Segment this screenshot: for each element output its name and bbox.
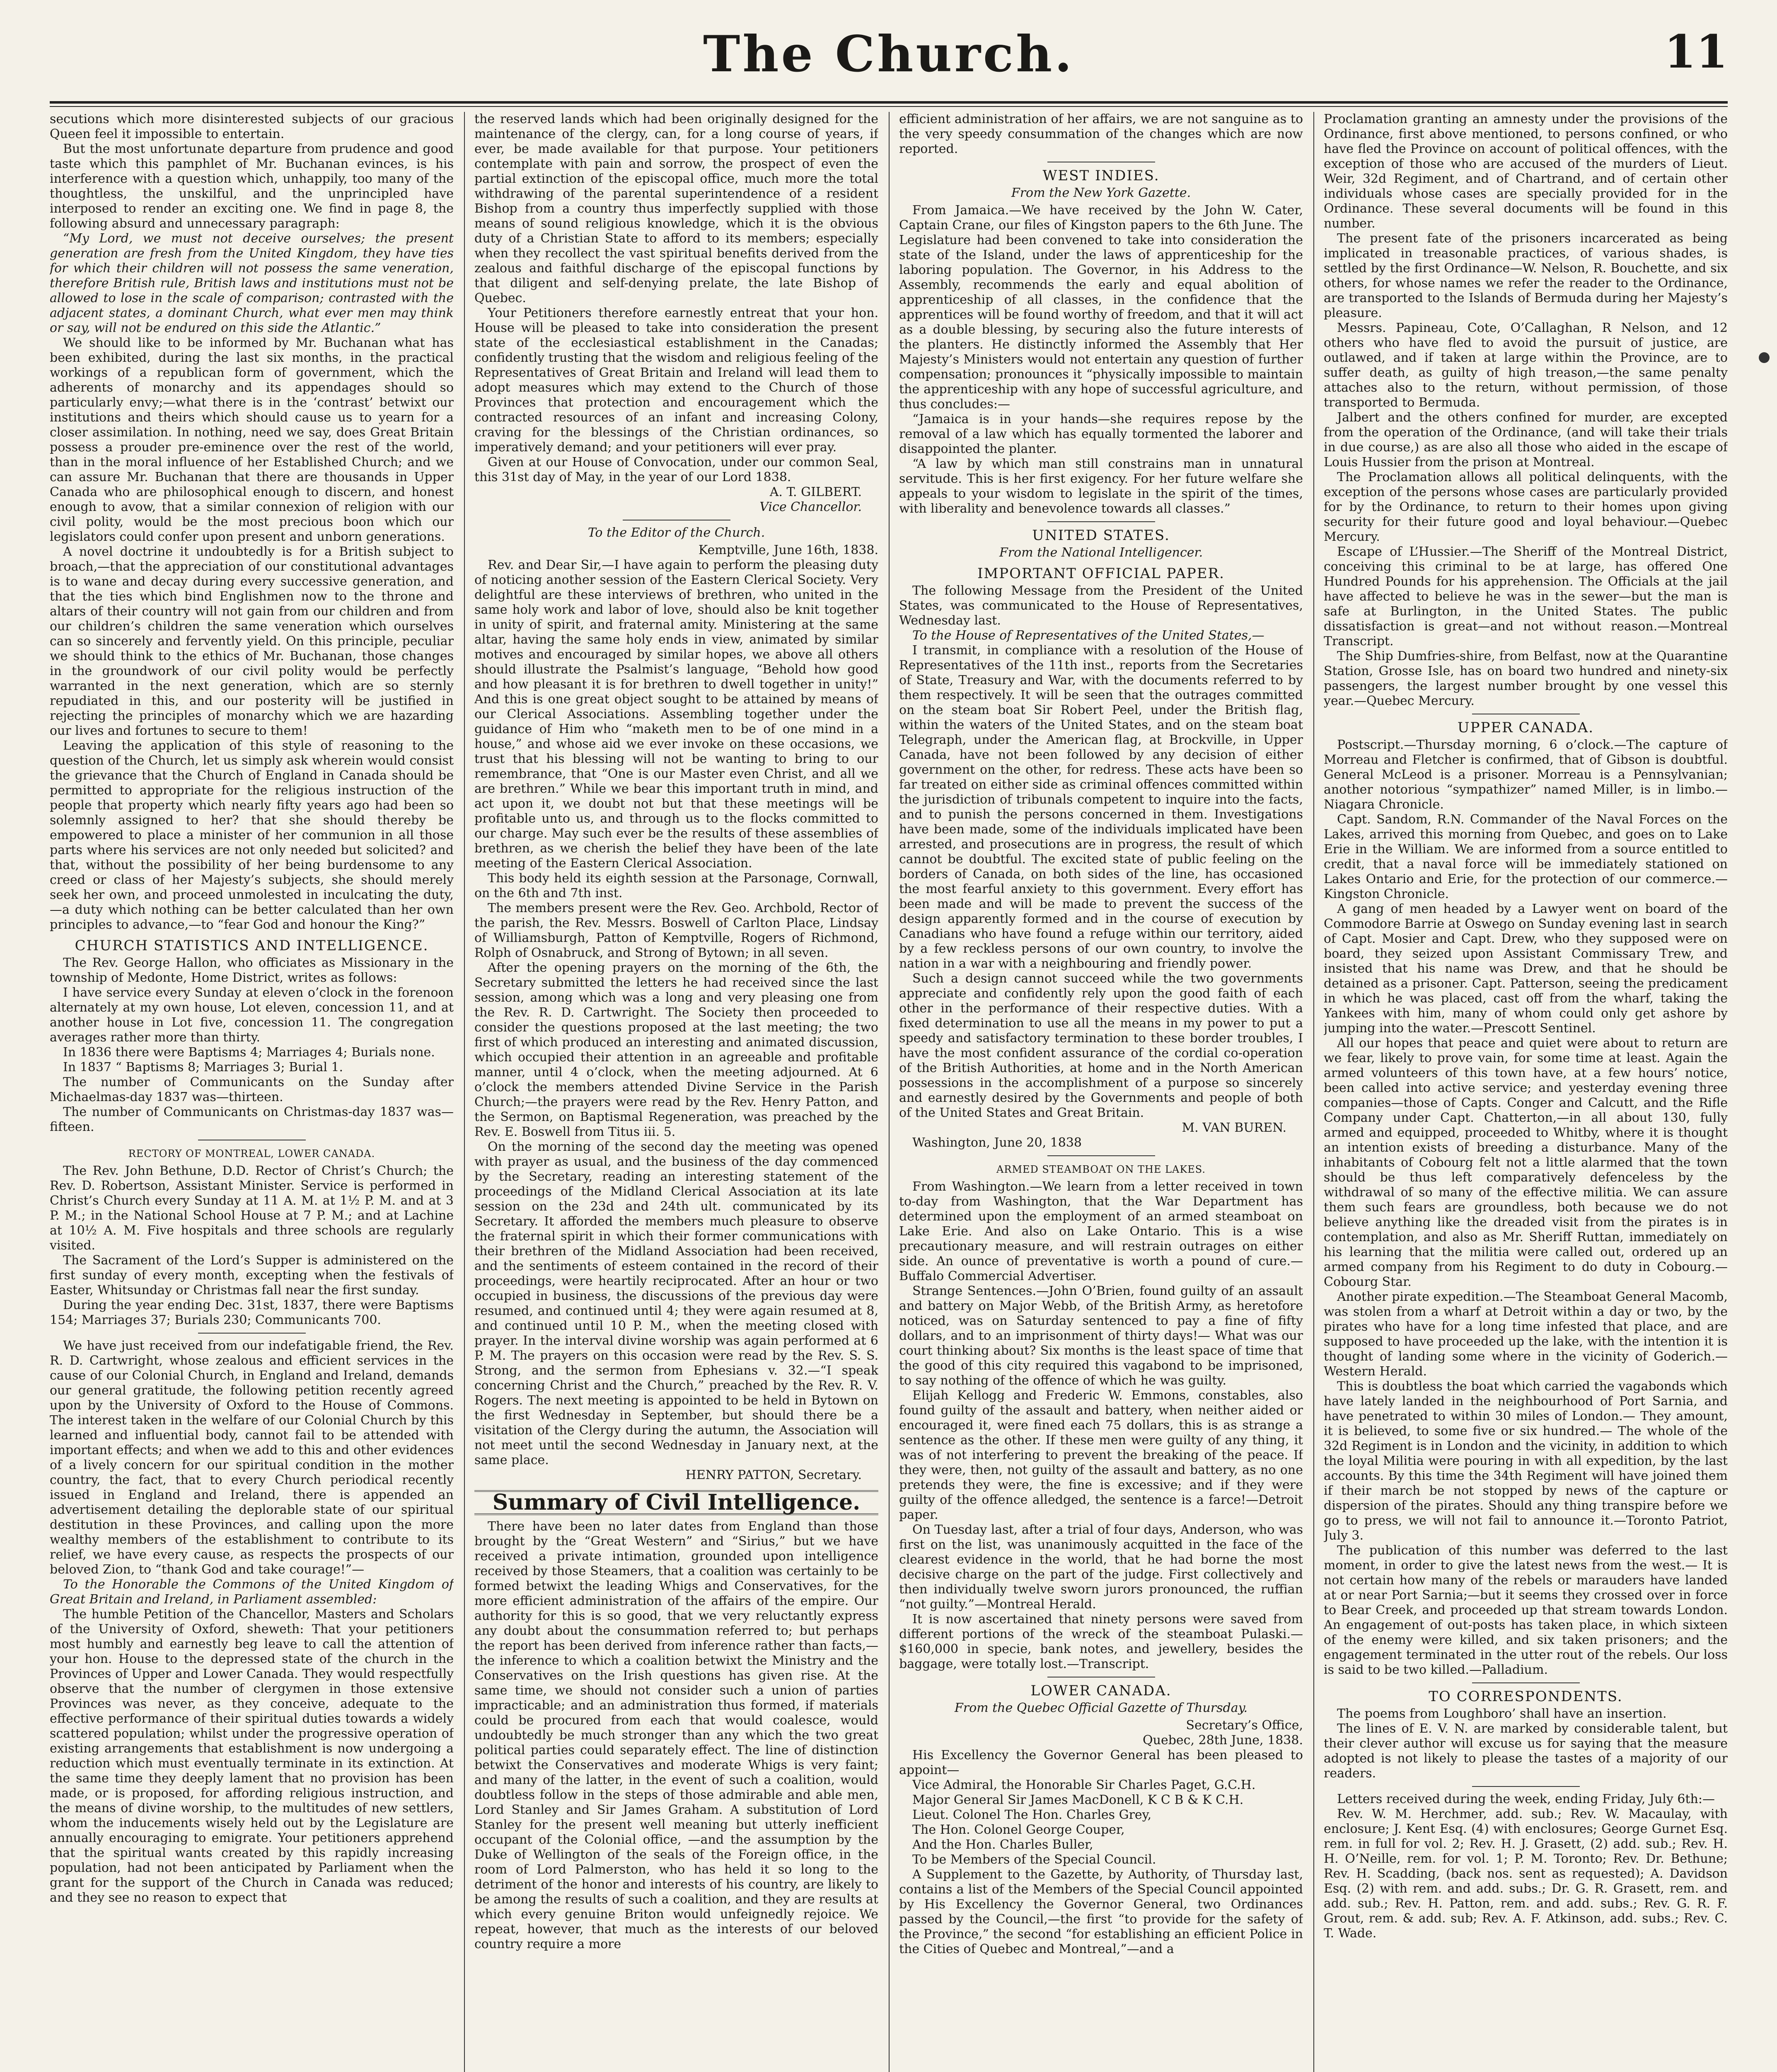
paragraph: “A law by which man still constrains man in unnatural servitude. This is her first exigency. For her future welfare she appeals to your wisdom to legislate in the spirit of the times, with liberality and benevolence towards all classes.” xyxy=(899,457,1303,516)
paragraph: Letters received during the week, ending Friday, July 6th:— xyxy=(1337,1792,1715,1806)
paragraph: This body held its eighth session at the Parsonage, Cornwall, on the 6th and 7th inst. xyxy=(474,871,878,900)
binding-hole-mark xyxy=(1759,352,1770,363)
paragraph: Proclamation granting an amnesty under the provisions of the Ordinance, first above mentioned, to persons confined, or who have fled the Province on account of political offences, with the exception of those who are accused of the murders of Lieut. Weir, 32d Regiment, and of Chartrand, and of certain other individuals whose cases are specially provided for in the Ordinance. These several documents will be found in this number. xyxy=(1324,112,1728,231)
paragraph: It is now ascertained that ninety persons were saved from different portions of the wreck of the steamboat Pulaski.— $160,000 in specie, bank notes, and jewellery, besides the baggage, were totally lost.—Transcript. xyxy=(899,1612,1303,1671)
section-banner: Summary of Civil Intelligence. xyxy=(474,1490,878,1515)
paragraph: In 1837 “ Baptisms 8; Marriages 3; Burial 1. xyxy=(63,1060,343,1075)
paragraph: The Sacrament of the Lord’s Supper is administered on the first sunday of every month, excepting when the festivals of Easter, Whitsunday or Christmas fall near the first sunday. xyxy=(50,1253,454,1297)
paragraph: Escape of L’Hussier.—The Sheriff of the Montreal District, conceiving this criminal to be at large, has offered One Hundred Pounds for his apprehension. The Officials at the jail have affected to believe he was in the sewer—but the man is safe at Burlington, in the United States. The public dissatisfaction is great—and not without reason.—Montreal Transcript. xyxy=(1324,545,1728,649)
paragraph: The members present were the Rev. Geo. Archbold, Rector of the parish, the Rev. Messrs. Boswell of Carlton Place, Lindsay of Williamsburgh, Patton of Kemptville, Rogers of Richmond, Rolph of Osnabruck, and Strong of Bytown; in all seven. xyxy=(474,901,878,960)
paragraph: The publication of this number was deferred to the last moment, in order to give the latest news from the west.— It is not certain how many of the rebels or marauders have landed at or near Port Sarnia;—but it seems they crossed over in force to Bear Creek, and proceeded up that stream towards London. An engagement of out-posts has taken place, in which sixteen of the enemy were killed, and six taken prisoners; and the engagement terminated in the utter rout of the rebels. Our loss is said to be two killed.—Palladium. xyxy=(1324,1543,1728,1677)
paragraph: The lines of E. V. N. are marked by considerable talent, but their clever author will excuse us for saying that the measure adopted is not likely to please the tastes of a majority of our readers. xyxy=(1324,1721,1728,1781)
paragraph: Such a design cannot succeed while the two governments appreciate and confidently rely upon the good faith of each other in the performance of their respective duties. With a fixed determination to use all the means in my power to put a speedy and satisfactory termination to these border troubles, I have the most confident assurance of the cordial co-operation of the British Authorities, at home and in the North American possessions in the accomplishment of a purpose so sincerely and earnestly desired by the Governments and people of both of the United States and Great Britain. xyxy=(899,971,1303,1120)
paragraph: Rev. W. M. Herchmer, add. sub.; Rev. W. Macaulay, with enclosure; J. Kent Esq. (4) with enclosures; George Gurnet Esq. rem. in full for vol. 2; Rev. H. J. Grasett, (2) add. sub.; Rev. H. H. O’Neille, rem. for vol. 1; P. M. Toronto; Rev. Dr. Bethune; Rev. H. Scadding, (back nos. sent as requested); A. Davidson Esq. (2) with rem. and add. subs.; Dr. G. R. Grasett, rem. and add. sub.; Rev. H. Patton, rem. and add. subs.; Rev. G. R. F. Grout, rem. & add. sub; Rev. A. F. Atkinson, add. subs.; Rev. C. T. Wade. xyxy=(1324,1807,1728,1941)
paragraph: After the opening prayers on the morning of the 6th, the Secretary submitted the letters he had received since the last session, among which was a long and very pleasing one from the Rev. R. D. Cartwright. The Society then proceeded to consider the questions proposed at the last meeting; the two first of which produced an interesting and animated discussion, which occupied their attention in an agreeable and profitable manner, until 4 o’clock, when the meeting adjourned. At 6 o’clock the members attended Divine Service in the Parish Church;—the prayers were read by the Rev. Henry Patton, and the Sermon, on Baptismal Regeneration, was preached by the Rev. E. Boswell from Titus iii. 5. xyxy=(474,961,878,1139)
section-heading: UPPER CANADA. xyxy=(1457,719,1594,736)
divider xyxy=(1047,1155,1155,1156)
column-divider xyxy=(1313,112,1314,2072)
divider xyxy=(1472,1786,1580,1787)
paragraph: In 1836 there were Baptisms 4; Marriages 4; Burials none. xyxy=(63,1045,435,1060)
paragraph: Elijah Kellogg and Frederic W. Emmons, constables, also found guilty of the assault and battery, when neither aided or encouraged it, were fined each 75 dollars, this is as strange a sentence as the other. If these men were guilty of any thing, it was of not interfering to prevent the breaking of the peace. If they were, then, not guilty of the assault and battery, as no one pretends they were, the fine is excessive; and if they were guilty of the offence alledged, the sentence is a farce!—Detroit paper. xyxy=(899,1388,1303,1522)
message-address: To the House of Representatives of the United States,— xyxy=(912,628,1264,643)
paragraph: The humble Petition of the Chancellor, Masters and Scholars of the University of Oxford, sheweth: That your petitioners most humbly and earnestly beg leave to call the attention of your hon. House to the depressed state of the church in the Provinces of Upper and Lower Canada. They would respectfully observe that the number of clergymen in those extensive Provinces was never, as they conceive, adequate to the effective performance of their spiritual duties towards a widely scattered population; whilst under the progressive operation of existing arrangements that establishment is now undergoing a reduction which must eventually terminate in its extinction. At the same time they deeply lament that no provision has been made, or is proposed, for affording religious instruction, and the means of divine worship, to the multitudes of new settlers, whom the inducements wisely held out by the Legislature are annually encouraging to emigrate. Your petitioners apprehend that the spiritual wants created by this rapidly increasing population, had not been anticipated by Parliament when the grant for the support of the Church in Canada was reduced; and they see no reason to expect that xyxy=(50,1607,454,1905)
paragraph: We have just received from our indefatigable friend, the Rev. R. D. Cartwright, whose zealous and efficient services in the cause of our Colonial Church, in England and Ireland, demands our general gratitude, the following petition recently agreed upon by the University of Oxford to the House of Commons. The interest taken in the welfare of our Colonial Church by this learned and influential body, cannot fail to be attended with important effects; and when we add to this and other evidences of a lively concern for our spiritual condition in the mother country, the fact, that to every Church periodical recently issued in England and Ireland, there is appended an advertisement detailing the deplorable state of our spiritual destitution in these Provinces, and calling upon the more wealthy members of the establishment to contribute to its relief, we have every cause, as respects the prospects of our beloved Zion, to “thank God and take courage!”— xyxy=(50,1339,454,1577)
divider xyxy=(1472,1682,1580,1683)
paragraph: A gang of men headed by a Lawyer went on board of the Commodore Barrie at Oswego on Sunday evening last in search of Capt. Mosier and Capt. Drew, who they supposed were on board, they seized upon Assistant Commissary Trew, and insisted that his name was Drew, and that he should be detained as a prisoner. Capt. Patterson, seeing the predicament in which he was placed, cast off from the wharf, taking the Yankees with him, many of whom could only get ashore by jumping into the water.—Prescott Sentinel. xyxy=(1324,902,1728,1036)
paragraph: On Tuesday last, after a trial of four days, Anderson, who was first on the list, was unanimously acquitted in the face of the clearest evidence in the world, that he had borne the most decisive charge on the part of the judge. First collectively and then individually twelve sworn jurors pronounced, the ruffian “not guilty.”—Montreal Herald. xyxy=(899,1523,1303,1612)
column-4 xyxy=(1324,112,1728,2072)
paragraph: From Jamaica.—We have received by the John W. Cater, Captain Crane, our files of Kingston papers to the 6th June. The Legislature had been convened to take into consideration the state of the Island, under the laws of apprenticeship for the laboring population. The Governor, in his Address to the Assembly, recommends the early and equal abolition of apprenticeship of all classes, in the confidence that the apprentices will be found worthy of freedom, and that it will act as a double blessing, by securing also the future interests of the planters. He distinctly informed the Assembly that Her Majesty’s Ministers would not entertain any question of further compensation; pronounces it “physically impossible to maintain the apprenticeship with any hope of successful agriculture, and thus concludes:— xyxy=(899,203,1303,411)
paragraph: All our hopes that peace and quiet were about to return are we fear, likely to prove vain, for some time at least. Again the armed volunteers of this town have, at a few hours’ notice, been called into active service; and yesterday evening three companies—those of Capts. Conger and Calcutt, and the Rifle Company under Capt. Chatterton,—in all about 130, fully armed and equipped, proceeded to Whitby, where it is thought an intention exists of breeding a disturbance. Many of the inhabitants of Cobourg felt not a little alarmed that the town should be thus left comparatively defenceless by the withdrawal of so many of the effective militia. We can assure them such fears are groundless, both because we do not believe anything like the dreaded visit from the pirates is in contemplation, and also as Mr. Sheriff Ruttan, immediately on his learning that the militia were called out, ordered up an armed company from his Regiment to do duty in Cobourg.—Cobourg Star. xyxy=(1324,1036,1728,1289)
letter-heading: To the Editor of the Church. xyxy=(587,525,765,540)
column-divider xyxy=(464,112,465,2072)
column-2 xyxy=(474,112,878,2072)
paragraph: Postscript.—Thursday morning, 6 o’clock.—The capture of Morreau and Fletcher is confirmed, that of Gibson is doubtful. General McLeod is a prisoner. Morreau is a Pennsylvanian; another notorious “sympathizer” named Miller, is in limbo.—Niagara Chronicle. xyxy=(1324,738,1728,812)
signature-title: Vice Chancellor. xyxy=(759,500,862,514)
masthead xyxy=(50,17,1728,99)
paragraph: The Ship Dumfries-shire, from Belfast, now at the Quarantine Station, Grosse Isle, has on board two hundred and ninety-six passengers, the largest number brought by one vessel this year.—Quebec Mercury. xyxy=(1324,649,1728,708)
paragraph: During the year ending Dec. 31st, 1837, there were Baptisms 154; Marriages 37; Burials 230; Communicants 700. xyxy=(50,1298,454,1327)
paragraph: A novel doctrine it undoubtedly is for a British subject to broach,—that the appreciation of our constitutional advantages is to wane and decay during every successive generation, and that the ties which bind Englishmen now to the throne and altars of their country will not gain from our children and from our children’s children the same veneration which ourselves can so sincerely and fervently yield. On this principle, peculiar we should think to the ethics of Mr. Buchanan, those changes in the groundwork of our civil polity would be perfectly warranted in the next generation, which are so sternly repudiated in this, and our posterity will be justified in rejecting the principles of monarchy which we are hazarding our lives and fortunes to secure to them! xyxy=(50,545,454,738)
paragraph: We should like to be informed by Mr. Buchanan what has been exhibited, during the last six months, in the practical workings of a republican form of government, which the adherents of monarchy and its appendages should so particularly envy;—what there is in the ‘contrast’ betwixt our institutions and theirs which should cause us to yearn for a closer assimilation. In nothing, need we say, does Great Britain possess a prouder pre-eminence over the rest of the world, than in the moral influence of her Established Church; and we can assure Mr. Buchanan that there are thousands in Upper Canada who are philosophical enough to discern, and honest enough to avow, that a similar connexion of religion with our civil polity, would be the most precious boon which our legislators could confer upon present and unborn generations. xyxy=(50,336,454,544)
section-heading: RECTORY OF MONTREAL, LOWER CANADA. xyxy=(128,1148,375,1159)
paragraph: I transmit, in compliance with a resolution of the House of Representatives of the 11th inst., reports from the Secretaries of State, Treasury and War, with the documents referred to by them respectively. It will be seen that the outrages committed on the steam boat Sir Robert Peel, under the British flag, within the waters of the United States, and on the steam boat Telegraph, under the American flag, at Brockville, in Upper Canada, have not been followed by any decision of either government on the other, for redress. These acts have been so far treated on either side as criminal offences committed within the jurisdiction of tribunals competent to inquire into the facts, and to punish the persons concerned in them. Investigations have been made, some of the individuals implicated have been arrested, and prosecutions are in progress, the result of which cannot be doubtful. The excited state of public feeling on the borders of Canada, on both sides of the line, has occasioned the most fearful anxiety to this government. Every effort has been made and will be made to prevent the success of the design apparently formed and in the course of execution by Canadians who have found a refuge within our territory, aided by a few reckless persons of our own country, to involve the nation in a war with a neighbouring and friendly power. xyxy=(899,643,1303,971)
quotation: “My Lord, we must not deceive ourselves; the present generation are fresh from the United Kingdom, they have ties for which their children will not possess the same veneration, therefore British rule, British laws and institutions must not be allowed to lose in the scale of comparison; contrasted with the adjacent states, a dominant Church, what ever men may think or say, will not be endured on this side the Atlantic.” xyxy=(50,231,454,335)
paragraph: “Jamaica is in your hands—she requires repose by the removal of a law which has equally tormented the laborer and disappointed the planter. xyxy=(899,412,1303,456)
paragraph: Rev. and Dear Sir,—I have again to perform the pleasing duty of noticing another session of the Eastern Clerical Society. Very delightful are these interviews of brethren, who united in the same holy work and labor of love, should also be knit together in unity of spirit, and fraternal amity. Ministering at the same altar, having the same holy ends in view, animated by similar motives and encouraged by similar hopes, we above all others should illustrate the Psalmist’s language, “Behold how good and how pleasant it is for brethren to dwell together in unity!” And this is one great object sought to be attained by means of our Clerical Associations. Assembling together under the guidance of Him who “maketh men to be of one mind in a house,” and whose aid we ever invoke on these occasions, we trust that his blessing will not be wanting to bring to our remembrance, that “One is our Master even Christ, and all we are brethren.” While we bear this important truth in mind, and act upon it, we doubt not but that these meetings will be profitable unto us, and through us to the flocks committed to our charge. May such ever be the results of these assemblies of brethren, as we cherish the belief they have been of the late meeting of the Eastern Clerical Association. xyxy=(474,558,878,871)
paragraph: The poems from Loughboro’ shall have an insertion. xyxy=(1337,1706,1667,1721)
paragraph: The Rev. George Hallon, who officiates as Missionary in the township of Medonte, Home District, writes as follows: xyxy=(50,956,454,985)
section-heading: CHURCH STATISTICS AND INTELLIGENCE. xyxy=(75,937,429,954)
paragraph: Strange Sentences.—John O’Brien, found guilty of an assault and battery on Major Webb, of the British Army, as heretofore noticed, was on Saturday sentenced to pay a fine of fifty dollars, and to an imprisonment of thirty days!— What was our court thinking about? Six months is the least space of time that the good of this city required this vagabond to be imprisoned, to say nothing of the offence of which he was guilty. xyxy=(899,1284,1303,1388)
paragraph: secutions which more disinterested subjects of our gracious Queen feel it impossible to entertain. xyxy=(50,112,454,141)
paragraph: On the morning of the second day the meeting was opened with prayer as usual, and the business of the day commenced by the Secretary, reading an interesting statement of the proceedings of the Midland Clerical Association at its late session on the 23d and 24th ult. communicated by its Secretary. It afforded the members much pleasure to observe the fraternal spirit in which their former communications with their brethren of the Midland Association had been received, and the sentiments of esteem contained in the record of their proceedings, were heartily reciprocated. After an hour or two occupied in business, the discussions of the previous day were resumed, and continued until 4; they were again resumed at 8, and continued until 10 P. M., when the meeting closed with prayer. In the interval divine worship was again performed at 6 P. M. The prayers on this occasion were read by the Rev. S. S. Strong, and the sermon from Ephesians v. 32.—“I speak concerning Christ and the Church,” preached by the Rev. R. V. Rogers. The next meeting is appointed to be held in Bytown on the first Wednesday in September, but should there be a visitation of the Clergy during the autumn, the Association will not meet until the second Wednesday in January next, at the same place. xyxy=(474,1140,878,1467)
source-line: From the New York Gazette. xyxy=(1011,186,1191,200)
paragraph: Another pirate expedition.—The Steamboat General Macomb, was stolen from a wharf at Detroit within a day or two, by the pirates who have for a long time infested that place, and are supposed to have proceeded up the lake, with the intention it is thought of landing some where in the vicinity of Goderich.—Western Herald. xyxy=(1324,1290,1728,1379)
appointee: Vice Admiral, the Honorable Sir Charles Paget, G.C.H. xyxy=(912,1778,1256,1792)
paragraph: Capt. Sandom, R.N. Commander of the Naval Forces on the Lakes, arrived this morning from Quebec, and goes on to Lake Erie in the William. We are informed from a source entitled to credit, that a naval force will be immediately stationed on Lakes Ontario and Erie, for the protection of our commerce.—Kingston Chronicle. xyxy=(1324,812,1728,901)
column-3 xyxy=(899,112,1303,2072)
page-number: 11 xyxy=(1664,25,1728,78)
paragraph: The Proclamation allows all political delinquents, with the exception of the persons whose cases are particularly provided for by the Ordinance, to return to their homes upon giving security for their future good and loyal behaviour.—Quebec Mercury. xyxy=(1324,470,1728,544)
signature: M. VAN BUREN. xyxy=(1182,1121,1286,1135)
paragraph: But the most unfortunate departure from prudence and good taste which this pamphlet of Mr. Buchanan evinces, is his interference with a question which, unhappily, too many of the thoughtless, the unskilful, and the unprincipled have interposed to render an exciting one. We find in page 8, the following absurd and unnecessary paragraph: xyxy=(50,142,454,231)
paragraph: the reserved lands which had been originally designed for the maintenance of the clergy, can, for a long course of years, if ever, be made available for that purpose. Your petitioners contemplate with pain and sorrow, the prospect of even the partial extinction of the episcopal office, much more the total withdrawing of the parental superintendence of a resident Bishop from a country thus imperfectly supplied with those means of sound religious knowledge, which it is the obvious duty of a Christian State to afford to its members; especially when they recollect the vast spiritual benefits derived from the zealous and faithful discharge of the episcopal functions by that diligent and self-denying prelate, the late Bishop of Quebec. xyxy=(474,112,878,305)
appointee: Lieut. Colonel The Hon. Charles Grey, xyxy=(912,1808,1152,1822)
column-1 xyxy=(50,112,454,2072)
source-line: From the Quebec Official Gazette of Thursday. xyxy=(954,1701,1248,1715)
office-line: Secretary’s Office, xyxy=(1186,1718,1303,1733)
paragraph: The following Message from the President of the United States, was communicated to the House of Representatives, Wednesday last. xyxy=(899,583,1303,628)
appointee: The Hon. Colonel George Couper, xyxy=(912,1823,1125,1837)
signature: A. T. GILBERT. xyxy=(769,485,862,499)
columns xyxy=(50,112,1728,2072)
section-heading: UNITED STATES. xyxy=(1032,527,1170,544)
paragraph: The number of Communicants on Christmas-day 1837 was—fifteen. xyxy=(50,1105,454,1134)
newspaper-title: The Church. xyxy=(703,25,1074,83)
source-line: From the National Intelligencer. xyxy=(999,545,1203,560)
dateline: Washington, June 20, 1838 xyxy=(912,1135,1082,1150)
paragraph: Leaving the application of this style of reasoning to the question of the Church, let us simply ask wherein would consist the grievance that the Church of England in Canada should be permitted to appropriate for the religious instruction of the people that property which nearly fifty years ago had been so solemnly assigned to her? that she should thereby be empowered to place a minister of her communion in all those parts where his services are not only needed but solicited? and that, without the possibility of her being burdensome to any creed or class of her Majesty’s subjects, she should merely seek her own, and proceed unmolested in inculcating the duty,—a duty which nothing can be better calculated than her own principles to advance,—to “fear God and honour the King?” xyxy=(50,738,454,932)
dateline: Quebec, 28th June, 1838. xyxy=(1143,1733,1303,1748)
section-heading: LOWER CANADA. xyxy=(1030,1682,1172,1699)
paragraph: efficient administration of her affairs, we are not sanguine as to the very speedy consummation of the changes which are now reported. xyxy=(899,112,1303,156)
appointee: Major General Sir James MacDonell, K C B & K C.H. xyxy=(912,1793,1244,1807)
column-divider xyxy=(889,112,890,2072)
paragraph: The Rev. John Bethune, D.D. Rector of Christ’s Church; the Rev. D. Robertson, Assistant Minister. Service is performed in Christ’s Church every Sunday at 11 A. M. at 1½ P. M. and at 3 P. M.; in the National School House at 7 P. M.; and at Lachine at 10½ A. M. Five hospitals and three schools are regularly visited. xyxy=(50,1164,454,1253)
paragraph: The present fate of the prisoners incarcerated as being implicated in treasonable practices, of various shades, is settled by the first Ordinance—W. Nelson, R. Bouchette, and six others, for whose names we refer the reader to the Ordinance, are transported to the Islands of Bermuda during her Majesty’s pleasure. xyxy=(1324,231,1728,320)
paragraph: From Washington.—We learn from a letter received in town to-day from Washington, that the War Department has determined upon the employment of an armed steamboat on Lake Erie. And also on Lake Ontario. This is a wise precautionary measure, and will restrain outrages on either side. An ounce of preventative is worth a pound of cure.—Buffalo Commercial Advertiser. xyxy=(899,1179,1303,1283)
paragraph: Given at our House of Convocation, under our common Seal, this 31st day of May, in the year of our Lord 1838. xyxy=(474,455,878,484)
petition-address: To the Honorable the Commons of the United Kingdom of Great Britain and Ireland, in Parliament assembled: xyxy=(50,1577,454,1607)
paragraph: This is doubtless the boat which carried the vagabonds which have lately landed in the neighbourhood of Port Sarnia, and have penetrated to within 30 miles of London.— They amount, it is believed, to some five or six hundred.— The whole of the 32d Regiment is in London and the vicinity, in addition to which the loyal Militia were pouring in with all expedition, by the last accounts. By this time the 34th Regiment will have joined them if their march be not stopped by news of the capture or dispersion of the pirates. Should any thing transpire before we go to press, we will not fail to announce it.—Toronto Patriot, July 3. xyxy=(1324,1379,1728,1543)
masthead-rule xyxy=(50,101,1728,104)
section-heading: WEST INDIES. xyxy=(1042,167,1160,184)
paragraph: Jalbert and the others confined for murder, are excepted from the operation of the Ordinance, (and will take their trials in due course,) as are also all those who aided in the escape of Louis Hussier from the prison at Montreal. xyxy=(1324,410,1728,470)
paragraph: The number of Communicants on the Sunday after Michaelmas-day 1837 was—thirteen. xyxy=(50,1075,454,1104)
section-heading: IMPORTANT OFFICIAL PAPER. xyxy=(977,565,1225,582)
divider xyxy=(198,1333,306,1334)
appointee: And the Hon. Charles Buller, xyxy=(912,1837,1093,1852)
paragraph: To be Members of the Special Council. xyxy=(912,1852,1156,1867)
section-heading: TO CORRESPONDENTS. xyxy=(1429,1688,1623,1705)
divider xyxy=(1047,521,1155,522)
paragraph: There have been no later dates from England than those brought by the “Great Western” and “Sirius,” but we have received a private intimation, grounded upon intelligence received by those Steamers, that a coalition was certainly to be formed betwixt the leading Whigs and Conservatives, for the more efficient administration of the affairs of the empire. Our authority for this is so good, that we very reluctantly express any doubt about the consummation referred to; but perhaps the report has been derived from inference rather than facts,—the inference to which a coalition betwixt the Ministry and the Conservatives on the Irish questions has given rise. At the same time, we should not consider such a union of parties impracticable; and an administration thus formed, if materials could be procured from each that would coalesce, would undoubtedly be much stronger than any which the two great political parties could separately effect. The line of distinction betwixt the Conservatives and moderate Whigs is very faint; and many of the latter, in the event of such a coalition, would doubtless follow in the steps of those admirable and able men, Lord Stanley and Sir James Graham. A substitution of Lord Stanley for the present well meaning but utterly inefficient occupant of the Colonial office, —and the assumption by the Duke of Wellington of the seals of the Foreign office, in the room of Lord Palmerston, who has held it so long to the detriment of the honor and interests of his country, are likely to be among the results of such a coalition, and they are results at which every genuine Briton would unfeignedly rejoice. We repeat, however, that much as the interests of our beloved country require a more xyxy=(474,1519,878,1951)
paragraph: His Excellency the Governor General has been pleased to appoint— xyxy=(899,1748,1303,1777)
signature: HENRY PATTON, Secretary. xyxy=(685,1468,862,1482)
paragraph: A Supplement to the Gazette, by Authority, of Thursday last, contains a list of the Members of the Special Council appointed by His Excellency the Governor General, two Ordinances passed by the Council,—the first “to provide for the safety of the Province,” the second “for establishing an efficient Police in the Cities of Quebec and Montreal,”—and a xyxy=(899,1867,1303,1956)
paragraph: Messrs. Papineau, Cote, O’Callaghan, R Nelson, and 12 others who have fled to avoid the pursuit of justice, are outlawed, and if taken at large within the Province, are to suffer death, as guilty of high treason,—the same penalty attaches also to the return, without permission, of those transported to Bermuda. xyxy=(1324,321,1728,410)
section-heading: ARMED STEAMBOAT ON THE LAKES. xyxy=(996,1164,1206,1175)
dateline: Kemptville, June 16th, 1838. xyxy=(698,543,878,557)
masthead-rule-thin xyxy=(50,106,1728,107)
paragraph: I have service every Sunday at eleven o’clock in the forenoon alternately at my own house, Lot eleven, concession 11, and at another house in Lot five, concession 11. The congregation averages rather more than thirty. xyxy=(50,985,454,1045)
paragraph: Your Petitioners therefore earnestly entreat that your hon. House will be pleased to take into consideration the present state of the ecclesiastical establishment in the Canadas; confidently trusting that the wisdom and religious feeling of the Representatives of Great Britain and Ireland will lead them to adopt measures which may extend to the Church of those Provinces that protection and encouragement which the contracted resources of an infant and increasing Colony, craving for the blessings of the Christian ordinances, so imperatively demand; and your petitioners will ever pray. xyxy=(474,306,878,455)
